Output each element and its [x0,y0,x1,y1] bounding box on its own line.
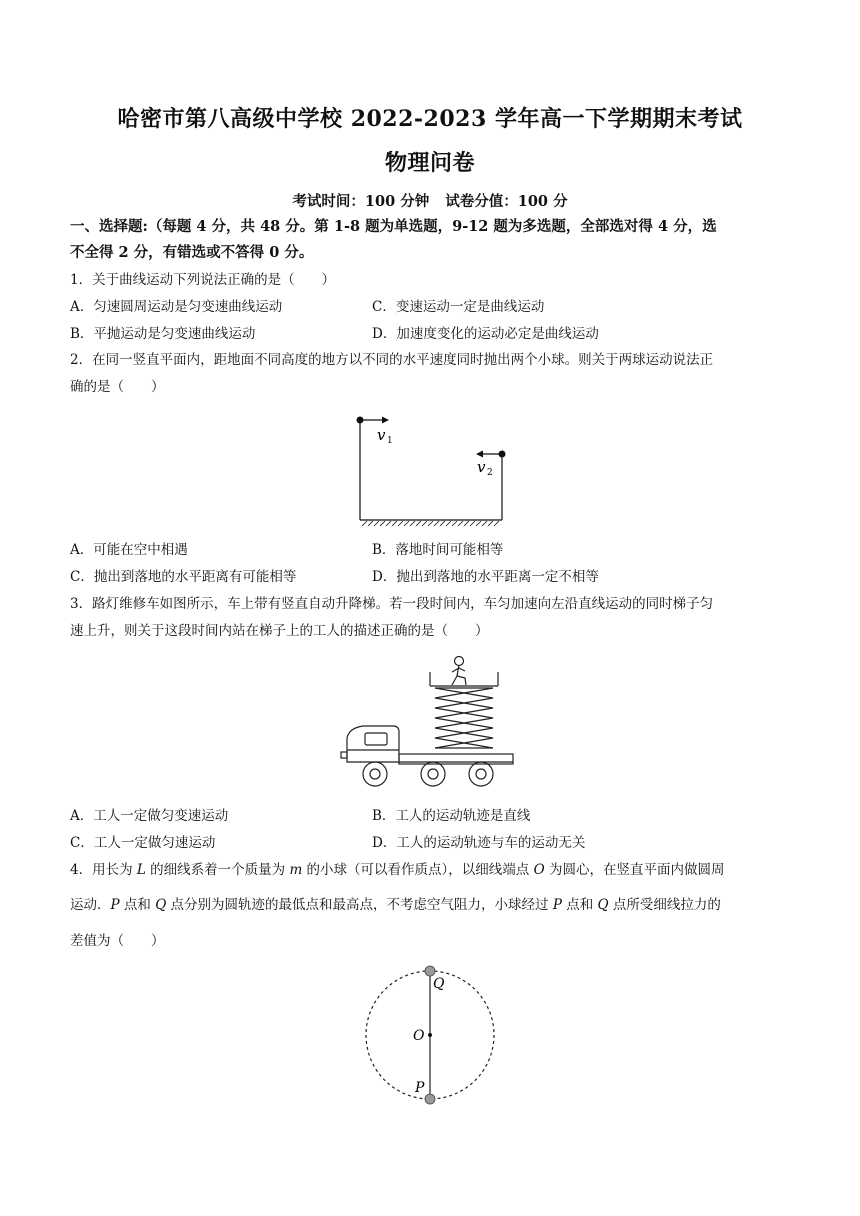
q2-option-a: A．可能在空中相遇 [70,542,188,558]
q1-option-b: B．平抛运动是匀变速曲线运动 [70,326,256,342]
q4-stem-line3: 差值为（ ） [70,933,165,949]
worker-head [455,657,464,666]
q1-option-a: A．匀速圆周运动是匀变速曲线运动 [70,299,283,315]
label-Q: Q [433,976,445,992]
exam-subtitle: 物理问卷 [384,150,475,176]
q4-text: 点所受细线拉力的 [608,897,721,913]
q4-text: 为圆心，在竖直平面内做圆周 [544,862,725,878]
v1-subscript: 1 [387,436,393,446]
q3-option-a: A．工人一定做匀变速运动 [70,808,229,824]
q4-circle-figure [360,960,500,1110]
q4-text: 的细线系着一个质量为 [145,862,290,878]
q3-stem-line2: 速上升，则关于这段时间内站在梯子上的工人的描述正确的是（ ） [70,623,489,639]
q3-option-d: D．工人的运动轨迹与车的运动无关 [372,835,586,851]
q4-text: 点和 [561,897,598,913]
ball-bottom [425,1094,435,1104]
q4-stem-line2 [70,895,795,915]
var-O: O [533,862,545,878]
q3-option-b: B．工人的运动轨迹是直线 [372,808,531,824]
total-score: 试卷分值：100 分 [445,193,568,210]
q1-option-d: D．加速度变化的运动必定是曲线运动 [372,326,599,342]
q3-truck-figure [335,650,525,792]
q3-stem-line1: 3．路灯维修车如图所示，车上带有竖直自动升降梯。若一段时间内，车匀加速向左沿直线运动的同时梯子匀 [70,596,714,612]
section-heading-line1: 一、选择题:（每题 4 分，共 48 分。第 1-8 题为单选题，9-12 题为多选题，全部选对得 4 分，选 [70,218,717,235]
section-heading-line2: 不全得 2 分，有错选或不答得 0 分。 [70,244,314,261]
var-Q: Q [597,897,609,913]
q3-option-c: C．工人一定做匀速运动 [70,835,216,851]
truck-window [365,733,387,745]
q2-stem-line1: 2．在同一竖直平面内，距地面不同高度的地方以不同的水平速度同时抛出两个小球。则关于两球运动说法正 [70,352,714,368]
var-Q: Q [155,897,167,913]
q4-stem-line1 [70,860,795,880]
q4-text: 点分别为圆轨迹的最低点和最高点，不考虑空气阻力，小球经过 [166,897,553,913]
v1-label: v [377,426,386,444]
label-O: O [413,1028,425,1044]
exam-meta [0,190,860,211]
exam-time: 考试时间：100 分钟 [292,193,430,210]
middle-wheel [421,762,445,786]
q4-text: 运动． [70,897,111,913]
truck-cab [347,726,399,762]
ball-top [425,966,435,976]
q4-text: 4．用长为 [70,862,137,878]
q2-option-c: C．抛出到落地的水平距离有可能相等 [70,569,297,585]
q1-stem: 1．关于曲线运动下列说法正确的是（ ） [70,272,336,288]
v2-label: v [477,458,486,476]
ball-1 [357,417,364,424]
q2-option-b: B．落地时间可能相等 [372,542,504,558]
label-P: P [415,1080,425,1096]
v2-subscript: 2 [487,468,493,478]
exam-title: 哈密市第八高级中学校 2022-2023 学年高一下学期期末考试 [117,106,743,132]
var-P: P [110,897,120,913]
front-wheel [363,762,387,786]
worker-body [452,665,466,685]
var-L: L [136,862,146,878]
q2-option-d: D．抛出到落地的水平距离一定不相等 [372,569,599,585]
ball-2 [499,451,506,458]
center-point [428,1033,432,1037]
q2-projectile-figure [345,410,520,530]
q4-text: 的小球（可以看作质点），以细线端点 [302,862,534,878]
var-m: m [289,862,303,878]
var-P: P [552,897,562,913]
rear-wheel [469,762,493,786]
q4-text: 点和 [119,897,156,913]
section-heading [70,214,795,266]
q1-option-c: C．变速运动一定是曲线运动 [372,299,545,315]
q2-stem-line2: 确的是（ ） [70,379,165,395]
